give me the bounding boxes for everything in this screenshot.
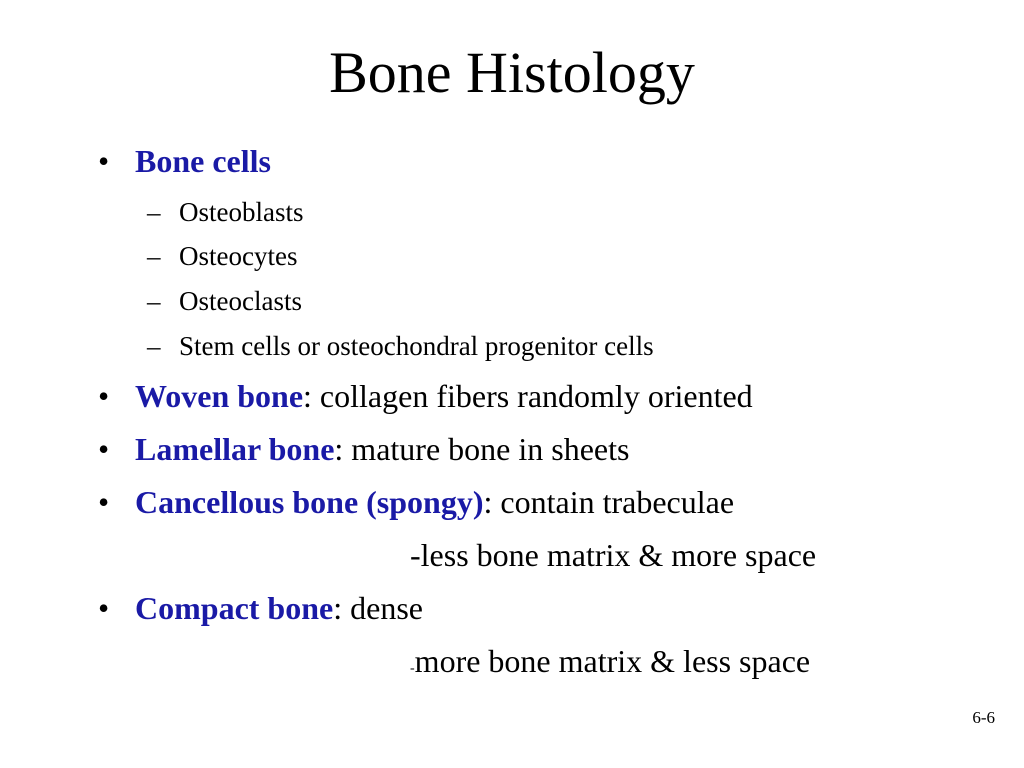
subitem-stem-cells: [147, 330, 654, 362]
bullet-term: Cancellous bone (spongy): [135, 484, 484, 520]
bullet-icon: •: [98, 484, 110, 520]
bullet-text: : dense: [333, 590, 423, 626]
bullet-text: : collagen fibers randomly oriented: [303, 378, 753, 414]
dash-icon: –: [147, 286, 161, 316]
bullet-woven-bone: [98, 377, 753, 415]
bullet-term: Woven bone: [135, 378, 304, 414]
dash-icon: –: [147, 241, 161, 271]
subitem-text: Stem cells or osteochondral progenitor cells: [179, 331, 654, 361]
bullet-lamellar-bone: [98, 430, 629, 468]
subitem-osteoblasts: [147, 196, 304, 228]
bullet-icon: •: [98, 378, 110, 414]
continuation-dash: -: [410, 661, 415, 676]
bullet-bone-cells: [98, 142, 271, 180]
bullet-term: Lamellar bone: [135, 431, 335, 467]
subitem-text: Osteoblasts: [179, 197, 304, 227]
bullet-icon: •: [98, 590, 110, 626]
dash-icon: –: [147, 331, 161, 361]
bullet-term: Bone cells: [135, 143, 271, 179]
subitem-osteocytes: [147, 240, 297, 272]
bullet-cancellous-bone: [98, 483, 734, 521]
bullet-text: : contain trabeculae: [483, 484, 735, 520]
cancellous-continuation: [410, 536, 816, 574]
bullet-term: Compact bone: [135, 590, 334, 626]
bullet-compact-bone: [98, 589, 423, 627]
compact-continuation: [410, 642, 810, 688]
subitem-text: Osteocytes: [179, 241, 298, 271]
slide-number: 6-6: [972, 708, 995, 727]
continuation-text: more bone matrix & less space: [414, 643, 811, 679]
dash-icon: –: [147, 197, 161, 227]
subitem-osteoclasts: [147, 285, 302, 317]
bullet-text: : mature bone in sheets: [334, 431, 630, 467]
bullet-icon: •: [98, 431, 110, 467]
slide-title: Bone Histology: [329, 40, 695, 105]
subitem-text: Osteoclasts: [179, 286, 302, 316]
bullet-icon: •: [98, 143, 110, 179]
continuation-text: -less bone matrix & more space: [410, 537, 817, 573]
